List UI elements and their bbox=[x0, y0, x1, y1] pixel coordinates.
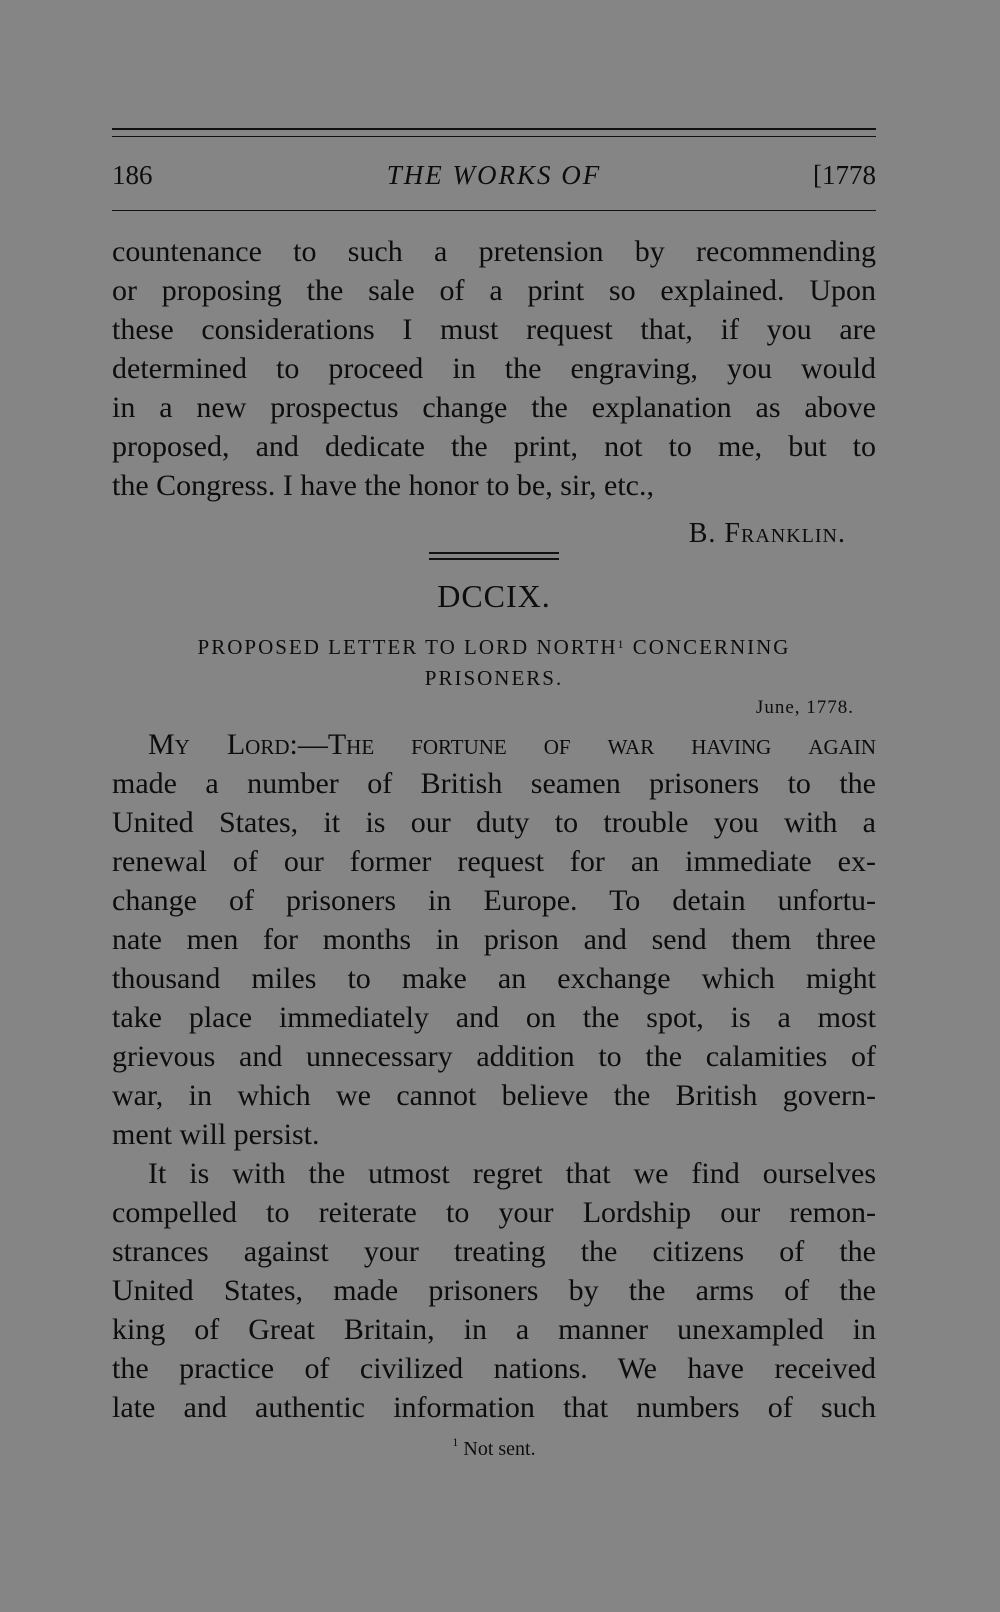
text-line: the practice of civilized nations. We have received bbox=[112, 1352, 876, 1385]
text-line: thousand miles to make an exchange which might bbox=[112, 962, 876, 995]
salutation: My Lord:—The fortune of war having again bbox=[148, 728, 876, 761]
letter-paragraph-1 bbox=[112, 725, 876, 1154]
header-bottom-rule bbox=[112, 210, 876, 211]
letter-title-line-2: PRISONERS. bbox=[424, 666, 564, 690]
letter-title-line-1 bbox=[112, 632, 876, 662]
text-line: made a number of British seamen prisoners to the bbox=[112, 767, 876, 800]
text-line: in a new prospectus change the explanation as above bbox=[112, 391, 876, 424]
text-line: compelled to reiterate to your Lordship our remon- bbox=[112, 1196, 876, 1229]
signature: B. Franklin. bbox=[688, 518, 846, 549]
footnote-reference: 1 bbox=[617, 637, 626, 651]
header-top-rule-thin bbox=[112, 136, 876, 137]
letter-date: June, 1778. bbox=[755, 697, 854, 718]
text-line: renewal of our former request for an immediate ex- bbox=[112, 845, 876, 878]
text-line: countenance to such a pretension by recommending bbox=[112, 235, 876, 268]
text-line: strances against your treating the citizens of the bbox=[112, 1235, 876, 1268]
footnote-mark: 1 bbox=[452, 1435, 459, 1449]
continuation-paragraph bbox=[112, 232, 876, 505]
text-line: war, in which we cannot believe the British govern- bbox=[112, 1079, 876, 1112]
text-line: United States, it is our duty to trouble you with a bbox=[112, 806, 876, 839]
footnote bbox=[112, 1435, 876, 1461]
text-line: proposed, and dedicate the print, not to me, but to bbox=[112, 430, 876, 463]
text-line: change of prisoners in Europe. To detain unfortu- bbox=[112, 884, 876, 917]
running-title: THE WORKS OF bbox=[386, 160, 602, 190]
running-header bbox=[112, 160, 876, 200]
text-line: the Congress. I have the honor to be, sir, etc., bbox=[112, 469, 654, 502]
page-number: 186 bbox=[112, 160, 153, 190]
text-line: determined to proceed in the engraving, you would bbox=[112, 352, 876, 385]
text-line: take place immediately and on the spot, is a most bbox=[112, 1001, 876, 1034]
section-separator bbox=[429, 552, 559, 560]
year-marker: [1778 bbox=[813, 160, 876, 190]
text-line: king of Great Britain, in a manner unexampled in bbox=[112, 1313, 876, 1346]
footnote-text: Not sent. bbox=[463, 1438, 536, 1460]
letter-number: DCCIX. bbox=[437, 578, 551, 614]
header-top-rule bbox=[112, 128, 876, 130]
text-line: United States, made prisoners by the arms of the bbox=[112, 1274, 876, 1307]
text-line: It is with the utmost regret that we find ourselves bbox=[148, 1157, 876, 1190]
text-line bbox=[112, 725, 876, 764]
text-line: nate men for months in prison and send them three bbox=[112, 923, 876, 956]
text-line: or proposing the sale of a print so explained. Upon bbox=[112, 274, 876, 307]
text-line: grievous and unnecessary addition to the calamities of bbox=[112, 1040, 876, 1073]
text-line: late and authentic information that numbers of such bbox=[112, 1391, 876, 1424]
letter-paragraph-2 bbox=[112, 1154, 876, 1427]
letter-title-text-end: CONCERNING bbox=[632, 635, 791, 659]
letter-title-text: PROPOSED LETTER TO LORD NORTH bbox=[197, 635, 618, 659]
text-line: ment will persist. bbox=[112, 1118, 320, 1151]
text-line: these considerations I must request that, if you are bbox=[112, 313, 876, 346]
